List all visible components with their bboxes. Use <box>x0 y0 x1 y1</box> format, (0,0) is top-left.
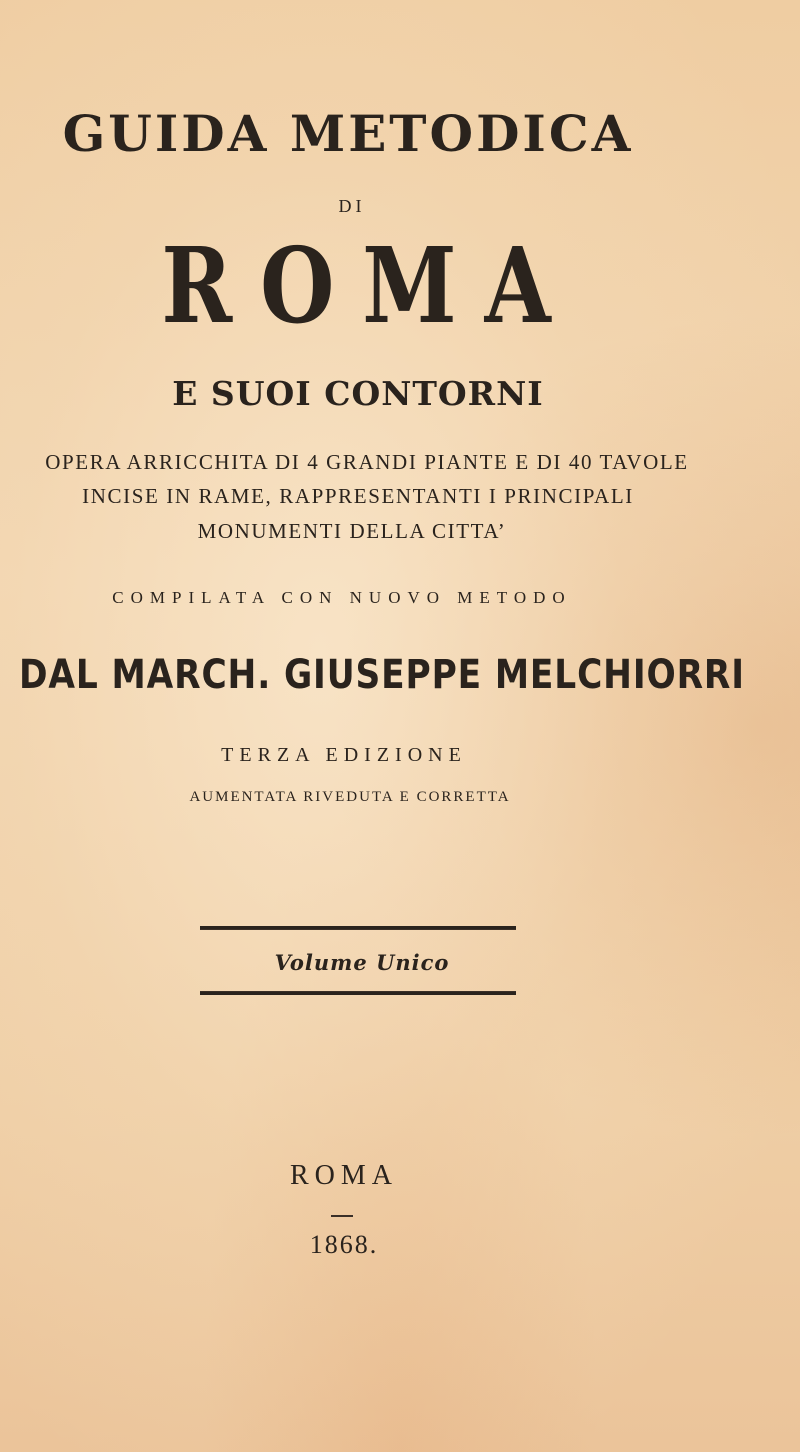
edition-title: TERZA EDIZIONE <box>221 744 467 766</box>
city-title: ROMA <box>161 224 579 347</box>
imprint-year: 1868. <box>309 1230 379 1259</box>
imprint-place: ROMA <box>289 1160 398 1191</box>
description-line-2: INCISE IN RAME, RAPPRESENTANTI I PRINCIPALI <box>82 484 634 508</box>
ornament-dash <box>331 1215 353 1217</box>
top-rule-divider <box>200 926 516 930</box>
bottom-rule-divider <box>200 991 516 995</box>
edition-subtitle: AUMENTATA RIVEDUTA E CORRETTA <box>189 789 511 805</box>
title-preposition: DI <box>338 196 366 216</box>
main-title: GUIDA METODICA <box>62 104 634 163</box>
author-name: DAL MARCH. GIUSEPPE MELCHIORRI <box>19 652 745 698</box>
volume-label: Volume Unico <box>274 950 450 975</box>
description-line-3: MONUMENTI DELLA CITTA’ <box>197 519 507 543</box>
subtitle: E SUOI CONTORNI <box>172 374 544 413</box>
description-line-1: OPERA ARRICCHITA DI 4 GRANDI PIANTE E DI 40 TAVOLE <box>45 450 689 474</box>
compiled-note: COMPILATA CON NUOVO METODO <box>112 588 572 607</box>
